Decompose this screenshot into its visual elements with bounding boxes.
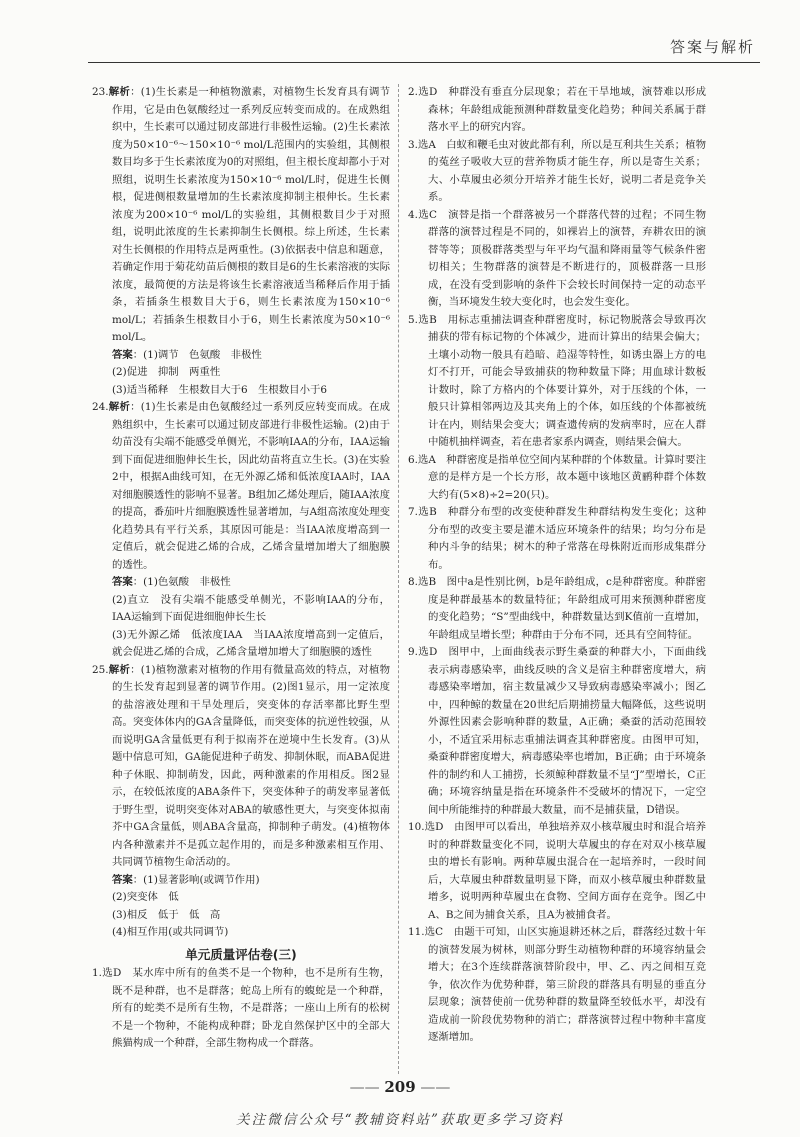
question-number: 25. <box>92 663 109 676</box>
question-number: 24. <box>92 401 109 413</box>
answer-text: 选A 白蚁和鞭毛虫对彼此都有利，所以是互利共生关系；植物的菟丝子吸收大豆的营养物质才能生存，所以是寄生关系；大、小草履虫必须分开培养才能生长好，说明二者是竞争关系。 <box>417 138 706 203</box>
page-header-title: 答案与解析 <box>669 38 755 56</box>
answer-line: (3)无外源乙烯 低浓度IAA 当IAA浓度增高到一定值后，就会促进乙烯的合成，乙烯含量增加增大了细胞膜的透性 <box>112 628 390 658</box>
analysis-label: 解析 <box>108 401 131 413</box>
answer-23 <box>92 347 390 365</box>
analysis-label: 解析 <box>108 663 131 676</box>
answer-line: (2)促进 抑制 两重性 <box>112 366 221 378</box>
answer-label: 答案 <box>112 576 133 588</box>
footer-note: 关注微信公众号“教辅资料站”获取更多学习资料 <box>236 1112 564 1128</box>
question-number: 8. <box>408 576 418 588</box>
left-column <box>92 84 390 1053</box>
question-1 <box>92 965 390 1053</box>
answer-text: 选D 种群没有垂直分层现象；若在干旱地域，演替难以形成森林；年龄组成能预测种群数量变化趋势；种间关系属于群落水平上的研究内容。 <box>417 86 706 133</box>
answer-label: 答案 <box>112 348 133 361</box>
analysis-label: 解析 <box>108 86 131 98</box>
question-number: 6. <box>408 453 418 466</box>
analysis-text: ：(1)生长素是由色氨酸经过一系列反应转变而成。在成熟组织中，生长素可以通过韧皮部进行非极性运输。(2)由于幼苗没有尖端不能感受单侧光，不影响IAA的分布，IAA运输到下面促进细胞伸长生长，因此幼苗将直立生长。(3)在实验2中，根据A曲线可知，在无外源乙烯和低浓度IAA时，IAA对细胞膜透性的影响不显著。B组加乙烯处理后，随IAA浓度的提高，番茄叶片细胞膜透性显著增加，与A组高浓度处理变化趋势具有平行关系，其原因可能是：当IAA浓度增高到一定值后，就会促进乙烯的合成，乙烯含量增加增大了细胞膜的透性。 <box>112 401 391 571</box>
question-item <box>408 644 706 819</box>
question-item <box>408 137 706 207</box>
answer-text: 选A 种群密度是指单位空间内某种群的个体数量。计算时要注意的是样方是一个长方形，故本题中该地区黄鹂种群个体数大约有(5×8)÷2=20(只)。 <box>417 453 706 501</box>
answer-text: 选C 演替是指一个群落被另一个群落代替的过程；不同生物群落的演替过程是不同的，如裸岩上的演替，弃耕农田的演替等等；顶极群落类型与年平均气温和降雨量等气候条件密切相关；生物群落的演替是不断进行的，顶极群落一旦形成，在没有受到影响的条件下会较长时间保持一定的动态平衡，当环境发生较大变化时，也会发生变化。 <box>417 208 706 308</box>
header-rule <box>88 62 760 63</box>
answer-label: 答案 <box>112 873 133 886</box>
page-number-value: 209 <box>384 1078 416 1096</box>
analysis-text: ：(1)植物激素对植物的作用有微量高效的特点，对植物的生长发育起到显著的调节作用。(2)图1显示，用一定浓度的盐溶液处理和干旱处理后，突变体的存活率都比野生型高。突变体体内的GA含量降低，而突变体的抗逆性较强，从而说明GA含量低更有利于拟南芥在逆境中生长发育。(3)从题中信息可知，GA能促进种子萌发、抑制休眠，而ABA促进种子休眠、抑制萌发，因此，两种激素的作用相反。图2显示，在较低浓度的ABA条件下，突变体种子的萌发率显著低于野生型，说明突变体对ABA的敏感性更大，与突变体拟南芥中GA含量低，则ABA含量高，抑制种子萌发。(4)植物体内各种激素并不是孤立起作用的，而是多种激素相互作用、共同调节植物生命活动的。 <box>112 663 391 868</box>
page-number: —— 209 —— <box>349 1078 451 1096</box>
question-number: 3. <box>408 138 418 151</box>
answer-text: 选D 图甲中，上面曲线表示野生桑蚕的种群大小，下面曲线表示病毒感染率，曲线反映的含义是宿主种群密度增大，病毒感染率增加，宿主数量减少又导致病毒感染率减小；图乙中，四种鲸的数量在20世纪后期捕捞量大幅降低，这些说明外源性因素会影响种群的数量，A正确；桑蚕的活动范围较小，不适宜采用标志重捕法调查其种群密度。由图甲可知，桑蚕种群密度增大，病毒感染率也增加，B正确；由于环境条件的制约和人工捕捞，长须鲸种群数量不呈“J”型增长，C正确；环境容纳量是指在环境条件不受破坏的情况下，一定空间中所能维持的种群最大数量，而不是捕获量，D错误。 <box>417 646 706 816</box>
answer-24 <box>92 574 390 592</box>
question-number: 5. <box>408 313 418 326</box>
answer-line: (2)直立 没有尖端不能感受单侧光，不影响IAA的分布，IAA运输到下面促进细胞伸长生长 <box>112 593 390 623</box>
question-item <box>408 207 706 312</box>
answer-line: ：(1)调节 色氨酸 非极性 <box>132 348 262 361</box>
answer-text: 选B 用标志重捕法调查种群密度时，标记物脱落会导致再次捕获的带有标记物的个体减少，进而计算出的结果会偏大；土壤小动物一般具有趋暗、趋湿等特性，如诱虫器上方的电灯不打开，可能会导致捕获的物种数量下降；用血球计数板计数时，除了方格内的个体要计算外，对于压线的个体，一般只计算相邻两边及其夹角上的个体，如压线的个体都被统计在内，则结果会变大；调查遗传病的发病率时，应在人群中随机抽样调查，若在患者家系内调查，则结果会偏大。 <box>417 313 706 448</box>
analysis-text: ：(1)生长素是一种植物激素，对植物生长发育具有调节作用，它是由色氨酸经过一系列反应转变而成的。在成熟组织中，生长素可以通过韧皮部进行非极性运输。(2)生长素浓度为50×10⁻⁶～150×10⁻⁶ mol/L范围内的实验组，其侧根数目均多于生长素浓度为0的对照组，但主根长度却都小于对照组，说明生长素浓度为150×10⁻⁶ mol/L时，促进生长侧根，促进侧根数量增加的生长素浓度抑制主根伸长。生长素浓度为200×10⁻⁶ mol/L的实验组，其侧根数目少于对照组，说明此浓度的生长素抑制生长侧根。综上所述，生长素对生长侧根的作用特点是两重性。(3)依据表中信息和题意，若确定作用于菊花幼苗后侧根的数目是6的生长素溶液的实际浓度，最简便的方法是将该生长素溶液适当稀释后作用于插条，若插条生根数目大于6，则生长素浓度为150×10⁻⁶ mol/L；若插条生根数目小于6，则生长素浓度为50×10⁻⁶ mol/L。 <box>112 86 391 343</box>
question-24 <box>92 399 390 574</box>
section-title: 单元质量评估卷(三) <box>185 946 297 962</box>
question-number: 4. <box>408 208 418 221</box>
answer-text: 选C 由题干可知，山区实施退耕还林之后，群落经过数十年的演替发展为树林，则部分野生动植物种群的环境容纳量会增大；在3个连续群落演替阶段中，甲、乙、丙之间相互竞争，依次作为优势种群，第三阶段的群落具有明显的垂直分层现象；演替使前一优势种群的数量降至较低水平，却没有造成前一阶段优势物种的消亡；群落演替过程中物种丰富度逐渐增加。 <box>424 926 706 1043</box>
question-number: 2. <box>408 86 418 98</box>
answer-line: ：(1)显著影响(或调节作用) <box>132 873 260 886</box>
column-divider <box>398 84 399 1074</box>
question-number: 9. <box>408 646 418 658</box>
answer-line: ：(1)色氨酸 非极性 <box>132 576 231 588</box>
answer-line: (3)适当稀释 生根数目大于6 生根数目小于6 <box>112 383 327 396</box>
answer-line: (4)相互作用(或共同调节) <box>112 926 229 938</box>
answer-text: 选B 图中a是性别比例，b是年龄组成，c是种群密度。种群密度是种群最基本的数量特征；年龄组成可用来预测种群密度的变化趋势；“S”型曲线中，种群数量达到K值前一直增加，年龄组成呈增长型；种群由于分布不同，还具有空间特征。 <box>417 576 706 641</box>
answer-text: 选D 某水库中所有的鱼类不是一个物种，也不是所有生物，既不是种群，也不是群落；蛇岛上所有的蝮蛇是一个种群，所有的蛇类不是所有生物，不是群落；一座山上所有的松树不是一个物种，不能构成种群；卧龙自然保护区中的全部大熊猫构成一个种群，全部生物构成一个群落。 <box>101 967 390 1049</box>
question-23 <box>92 84 390 347</box>
question-item <box>408 312 706 452</box>
question-25 <box>92 662 390 872</box>
answer-line: (3)相反 低于 低 高 <box>112 908 221 921</box>
answer-text: 选D 由图甲可以看出，单独培养双小核草履虫时和混合培养时的种群数量变化不同，说明大草履虫的存在对双小核草履虫的增长有影响。两种草履虫混合在一起培养时，一段时间后，大草履虫种群数量明显下降，而双小核草履虫种群数量增多，说明两种草履虫在食物、空间方面存在竞争。图乙中A、B之间为捕食关系，且A为被捕食者。 <box>424 821 706 921</box>
answer-text: 选B 种群分布型的改变使种群发生种群结构发生变化；这种分布型的改变主要是灌木适应环境条件的结果；均匀分布是种内斗争的结果；树木的种子常落在母株附近而形成集群分布。 <box>417 506 706 571</box>
question-item <box>408 84 706 137</box>
question-number: 7. <box>408 506 418 518</box>
question-number: 10. <box>408 821 425 833</box>
answer-line: (2)突变体 低 <box>112 891 179 903</box>
right-column <box>408 84 706 1047</box>
question-number: 11. <box>408 926 425 938</box>
question-number: 1. <box>92 967 102 979</box>
question-number: 23. <box>92 86 109 98</box>
question-item <box>408 574 706 644</box>
answer-25 <box>92 872 390 890</box>
question-item <box>408 452 706 505</box>
question-item <box>408 819 706 924</box>
question-item <box>408 504 706 574</box>
question-item <box>408 924 706 1047</box>
